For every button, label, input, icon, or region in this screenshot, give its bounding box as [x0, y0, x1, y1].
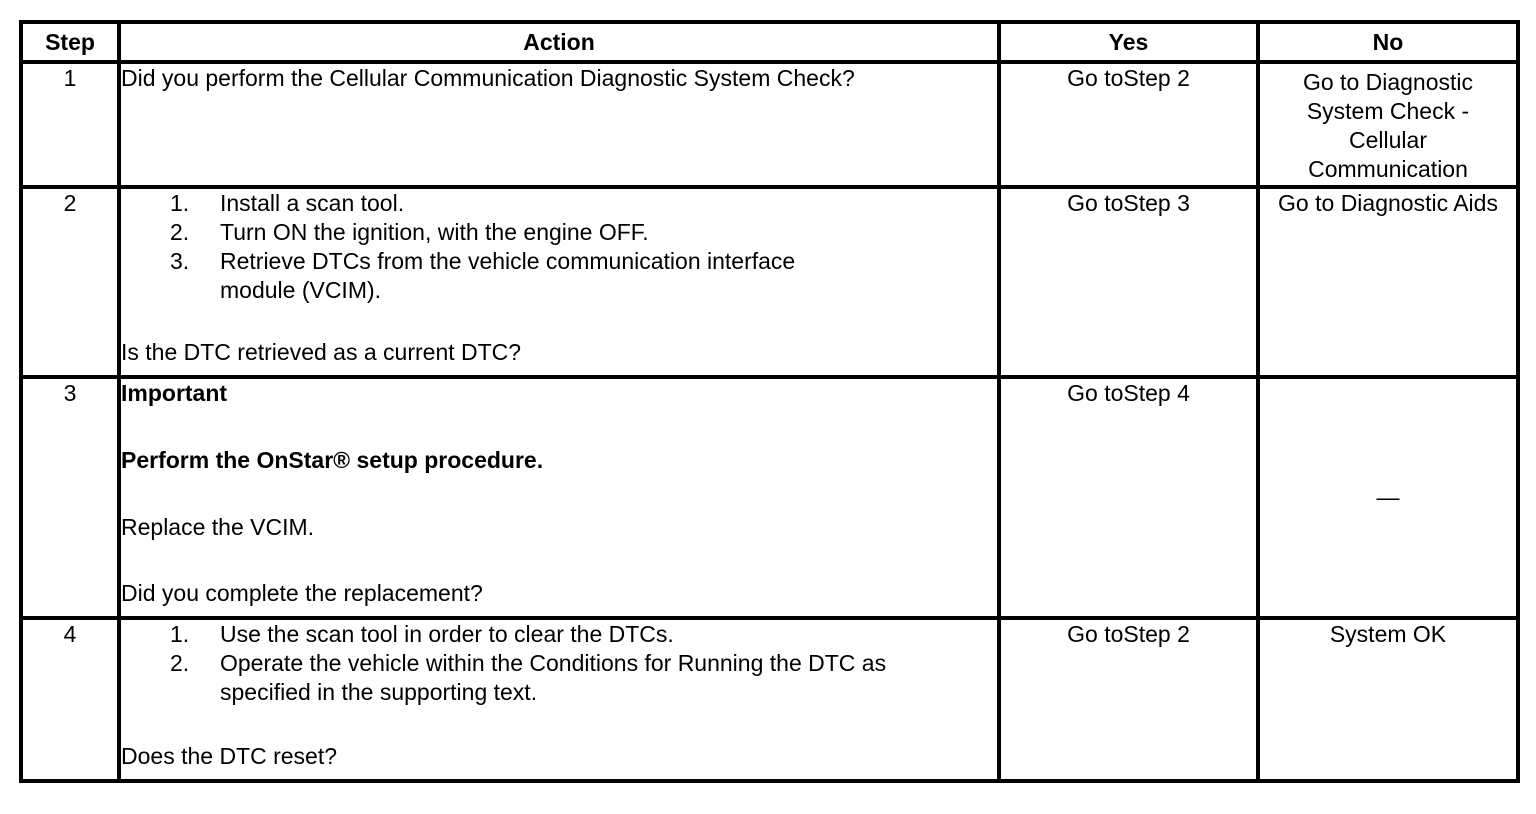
table-row	[21, 377, 1518, 618]
no-cell: System OK	[1258, 618, 1518, 781]
action-question: Does the DTC reset?	[121, 743, 338, 769]
list-text: Install a scan tool.	[220, 190, 405, 216]
list-item	[121, 218, 997, 247]
action-question: Is the DTC retrieved as a current DTC?	[121, 339, 522, 365]
list-item	[121, 620, 997, 649]
step-number: 1	[21, 62, 119, 187]
action-cell	[119, 62, 999, 187]
step-number: 2	[21, 187, 119, 377]
list-text: Turn ON the ignition, with the engine OFF.	[220, 219, 649, 245]
diagnostic-table	[19, 20, 1520, 783]
list-text: Use the scan tool in order to clear the DTCs.	[220, 621, 674, 647]
list-number: 2.	[170, 219, 190, 245]
no-text: Go to Diagnostic System Check - Cellular Communication	[1302, 69, 1474, 182]
important-label: Important	[121, 380, 228, 406]
table-row	[21, 62, 1518, 187]
header-no: No	[1258, 22, 1518, 62]
header-step: Step	[21, 22, 119, 62]
list-number: 1.	[170, 190, 190, 216]
step-number: 3	[21, 377, 119, 618]
yes-cell: Go toStep 3	[999, 187, 1258, 377]
list-number: 2.	[170, 650, 190, 676]
yes-cell: Go toStep 2	[999, 62, 1258, 187]
list-item	[121, 649, 997, 707]
list-item	[121, 189, 997, 218]
action-question: Did you perform the Cellular Communication Diagnostic System Check?	[121, 65, 855, 91]
list-item	[121, 247, 997, 305]
action-cell	[119, 377, 999, 618]
no-cell: —	[1258, 377, 1518, 618]
no-cell	[1258, 62, 1518, 187]
action-cell	[119, 618, 999, 781]
yes-cell: Go toStep 4	[999, 377, 1258, 618]
action-steps-list	[121, 620, 997, 707]
no-cell: Go to Diagnostic Aids	[1258, 187, 1518, 377]
action-question: Did you complete the replacement?	[121, 580, 483, 606]
action-instruction: Replace the VCIM.	[121, 514, 315, 540]
header-action: Action	[119, 22, 999, 62]
list-number: 1.	[170, 621, 190, 647]
header-row	[21, 22, 1518, 62]
action-cell	[119, 187, 999, 377]
yes-cell: Go toStep 2	[999, 618, 1258, 781]
header-yes: Yes	[999, 22, 1258, 62]
list-number: 3.	[170, 248, 190, 274]
list-text: Operate the vehicle within the Conditions for Running the DTC as specified in the supporting text.	[220, 650, 887, 705]
table-row	[21, 187, 1518, 377]
step-number: 4	[21, 618, 119, 781]
important-text: Perform the OnStar® setup procedure.	[121, 447, 544, 473]
list-text: Retrieve DTCs from the vehicle communication interface module (VCIM).	[220, 248, 796, 303]
action-steps-list	[121, 189, 997, 305]
table-row	[21, 618, 1518, 781]
